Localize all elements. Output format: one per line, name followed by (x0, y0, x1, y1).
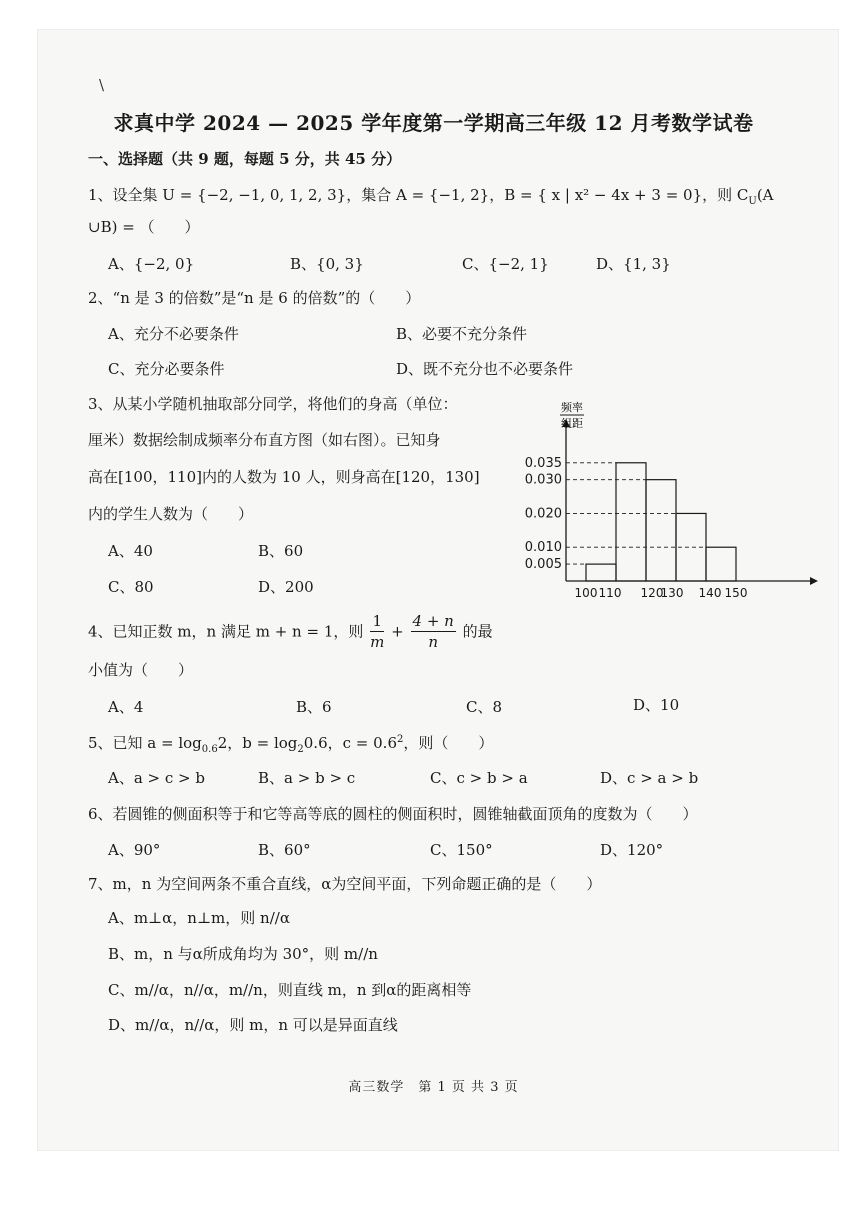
q6-option-c[interactable]: C、150° (430, 841, 493, 859)
y-tick-label-1: 0.035 (524, 455, 562, 471)
x-tick-label-1: 100 (574, 586, 598, 600)
q5-mid2: 0.6，c = 0.6 (303, 734, 397, 752)
q6-option-a[interactable]: A、90° (108, 841, 161, 859)
page-footer: 高三数学 第 1 页 共 3 页 (348, 1080, 519, 1095)
q4-fraction-1-numerator: 1 (370, 614, 384, 632)
q4-fraction-2-numerator: 4 + n (412, 612, 454, 630)
x-tick-label-6: 150 (724, 586, 748, 600)
x-tick-label-2: 110 (598, 586, 622, 600)
q5-sub-base2: 2 (297, 744, 304, 755)
q4-option-a[interactable]: A、4 (108, 698, 144, 716)
q5-text: 5、已知 a = log (88, 734, 202, 752)
x-tick-label-3: 120 (640, 586, 664, 600)
q4-stem-line2: 小值为（ ） (88, 661, 194, 679)
histogram-bar-3 (646, 480, 676, 581)
q7-option-c[interactable]: C、m//α，n//α，m//n，则直线 m，n 到α的距离相等 (108, 981, 472, 999)
q3-stem-line3: 高在[100，110]内的人数为 10 人，则身高在[120，130] (88, 468, 480, 486)
histogram-bar-1 (586, 564, 616, 581)
q5-exponent: 2 (396, 734, 404, 745)
q2-option-b[interactable]: B、必要不充分条件 (396, 325, 528, 343)
q7-stem: 7、m，n 为空间两条不重合直线，α为空间平面，下列命题正确的是（ ） (88, 875, 602, 893)
q6-stem: 6、若圆锥的侧面积等于和它等高等底的圆柱的侧面积时，圆锥轴截面顶角的度数为（ ） (88, 805, 698, 823)
scan-mark: \ (99, 76, 105, 94)
q4-option-c[interactable]: C、8 (466, 698, 503, 716)
q5-tail: ，则（ ） (403, 734, 494, 752)
frequency-histogram (510, 395, 830, 610)
y-axis-label-top: 频率 (561, 401, 583, 414)
q3-stem-line4: 内的学生人数为（ ） (88, 505, 254, 523)
q1-tail: (A (756, 186, 774, 204)
q3-option-d[interactable]: D、200 (258, 578, 314, 596)
q1-option-d[interactable]: D、{1, 3} (596, 255, 671, 273)
x-tick-label-5: 140 (698, 586, 722, 600)
q2-stem: 2、“n 是 3 的倍数”是“n 是 6 的倍数”的（ ） (88, 289, 421, 307)
q4-suffix: 的最 (462, 622, 493, 641)
q3-option-c[interactable]: C、80 (108, 578, 154, 596)
y-tick-label-3: 0.020 (524, 506, 562, 522)
q2-option-c[interactable]: C、充分必要条件 (108, 360, 225, 378)
q4-option-b[interactable]: B、6 (296, 698, 332, 716)
q3-option-b[interactable]: B、60 (258, 542, 304, 560)
q7-option-d[interactable]: D、m//α，n//α，则 m，n 可以是异面直线 (108, 1016, 398, 1034)
q2-option-d[interactable]: D、既不充分也不必要条件 (396, 360, 574, 378)
q5-mid1: 2，b = log (217, 734, 298, 752)
y-tick-label-4: 0.010 (524, 540, 562, 556)
q4-option-d[interactable]: D、10 (633, 696, 680, 714)
q4-fraction-1-denominator: m (370, 633, 385, 651)
histogram-bar-2 (616, 463, 646, 581)
y-tick-label-2: 0.030 (524, 472, 562, 488)
q5-sub-base1: 0.6 (201, 744, 218, 755)
q4-plus: + (391, 622, 404, 641)
q1-option-b[interactable]: B、{0, 3} (290, 255, 364, 273)
q2-option-a[interactable]: A、充分不必要条件 (108, 325, 239, 343)
q1-option-c[interactable]: C、{−2, 1} (462, 255, 549, 273)
q4-fraction-2-denominator: n (428, 633, 439, 651)
q3-stem-line1: 3、从某小学随机抽取部分同学，将他们的身高（单位： (88, 395, 458, 413)
q5-stem (88, 735, 493, 755)
q5-option-b[interactable]: B、a > b > c (258, 769, 356, 787)
histogram-bar-5 (706, 547, 736, 581)
q4-prefix: 4、已知正数 m，n 满足 m + n = 1，则 (88, 622, 364, 641)
q1-text: 1、设全集 U = {−2, −1, 0, 1, 2, 3}，集合 A = {−1, 2}，B = { x | x² − 4x + 3 = 0}，则 C (88, 186, 749, 204)
q7-option-a[interactable]: A、m⊥α，n⊥m，则 n//α (108, 909, 290, 927)
q6-option-b[interactable]: B、60° (258, 841, 311, 859)
y-axis-label-bottom: 组距 (561, 417, 583, 430)
q1-stem (88, 188, 774, 207)
q4-fraction-2 (411, 614, 456, 650)
y-tick-label-5: 0.005 (524, 557, 562, 573)
q3-stem-line2: 厘米）数据绘制成频率分布直方图（如右图）。已知身 (88, 431, 441, 449)
q6-option-d[interactable]: D、120° (600, 841, 664, 859)
q4-fraction-1 (370, 614, 384, 650)
q4-stem (88, 614, 493, 650)
q1-option-a[interactable]: A、{−2, 0} (108, 255, 195, 273)
x-tick-label-4: 130 (660, 586, 684, 600)
q5-option-a[interactable]: A、a > c > b (108, 769, 205, 787)
exam-title: 求真中学 2024 — 2025 学年度第一学期高三年级 12 月考数学试卷 (113, 111, 754, 135)
section-heading: 一、选择题（共 9 题，每题 5 分，共 45 分） (88, 150, 402, 168)
q7-option-b[interactable]: B、m，n 与α所成角均为 30°，则 m//n (108, 945, 378, 963)
q5-option-c[interactable]: C、c > b > a (430, 769, 528, 787)
q3-option-a[interactable]: A、40 (108, 542, 153, 560)
x-axis-arrow (810, 577, 818, 585)
q1-stem-line2: ∪B) = （ ） (88, 218, 200, 236)
q5-option-d[interactable]: D、c > a > b (600, 769, 699, 787)
q1-sub: U (748, 196, 757, 207)
